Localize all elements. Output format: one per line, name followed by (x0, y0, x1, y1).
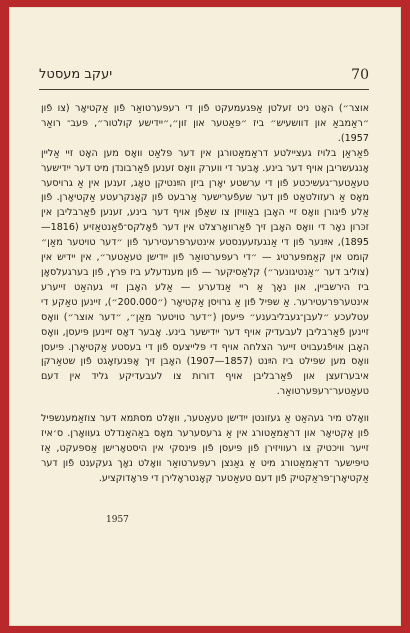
book-page (9, 7, 401, 626)
paragraph: וואָלט מיר געהאַט אַ געזונטן ייִדישן טעאַטער, וואָלט מסתּמא דער צוזאַמענשפּיל פֿון אַקטיאָר און דראַמאַטורג אין אַ גרעסערער מאָס באַהאַנדלט געוואָרן. ס׳איז זייער וויכטיק צו רעוויזירן פֿון פּיעסן פֿון פּינסקי אין היסטאָרישן אַספּעקט, אַז טיפּישער דראַמאַטורג מיט אַ גאַנצן רעפּערטואַר וואָלט נאָך געקענט פֿון דער אַקטיאָרן־פּראַקטיק פֿון דעם טעאַטער קאָנטראָלירן די פּראָדוקציע. (41, 413, 369, 484)
page-number: 70 (351, 67, 369, 83)
page-header (39, 67, 369, 90)
paragraph: פֿאַראַן בלויז געציילטע דראַמאַטורגן אין דער פּלאַט וואָס מען האָט זיי אַליין אָנגעשריבן אויף דער בינע. אָבער די ווערק וואָס זענען פֿאַרבונדן מיט דער ייִדישער טעאַטער־געשיכטע פֿון די ערשטע יאָרן ביזן הײַנטיקן טאָג, זענען אין אַ גרויסער מאָס אַ רעזולטאַט פֿון דער שעפֿערישער אַרבעט פֿון קאָנקרעטע אַקטיאָרן. פֿון אַלע פֿיגורן וואָס זיי האָבן באַוויזן צו שאַפֿן אויף דער בינע, זענען פֿאַרבליבן אין זכּרון נאָר די וואָס האָבן זיך פֿאַרוואָרצלט אין דער פֿאָלקס־פֿאַנטאַזיע (1816—1895), אײַנער פֿון די אַנגעזעענסטע אינטערפּרעטירער פֿון ״דער טויטער מאַן״ קומט אין קאַמפּערטיג — ״די רעפּערטואַר פֿון ייִדישן טעאַטער״, אין יידיש אין (צוליב דער ״אַנטיגונער״) קלאַסיקער — פֿון מענדעלע ביז פּרץ, פֿון בערגעלסאָן ביז הירשביין, און נאָך אַ ריי אַנדערע — אַלע האָבן זיי געהאַט זייערע אינטערפּרעטירער. אַ שפּיל פֿון אַ גרויסן אַקטיאָר (״200.000״), זיינען טאַקע די עטלעכע ״לעבן־געבליבענע״ פּיעסן (״דער טויטער מאַן״, ״דער אוצר״) וואָס זיינען פֿאַרבליבן לעבעדיק אויף דער ייִדישער בינע. אָבער דאָס זיינען פּיעסן, וואָס האָבן אויפֿגעבויט זייער הצלחה אויף די פּלייצעס פֿון די בעסטע אַקטיאָרן. פּיעסן וואָס מען שפּילט ביז הײַנט (1857—1907) האָבן זיך אָפּגעזאָגט פֿון שטאַרקן איבערזעצן און פֿאַרבליבן אויף דורות צו לעבעדיקע גליד אין דעם טעאַטער־רעפּערטואַר. (41, 147, 369, 398)
page-body (41, 102, 369, 487)
footer-year: 1957 (106, 515, 129, 525)
running-head: יעקב מעסטל (39, 67, 113, 82)
paragraph: אוצר״) האָט ניט זעלטן אַפּגעמעקט פֿון די רעפּערטואַר פֿון אַקטיאָר (צו פֿון ״ראַמבאַ און דוושעיש״ ביז ״פּאַטער און זון״,״יידישע קולטור״, פּעב־ רואַר 1957). (41, 103, 369, 144)
